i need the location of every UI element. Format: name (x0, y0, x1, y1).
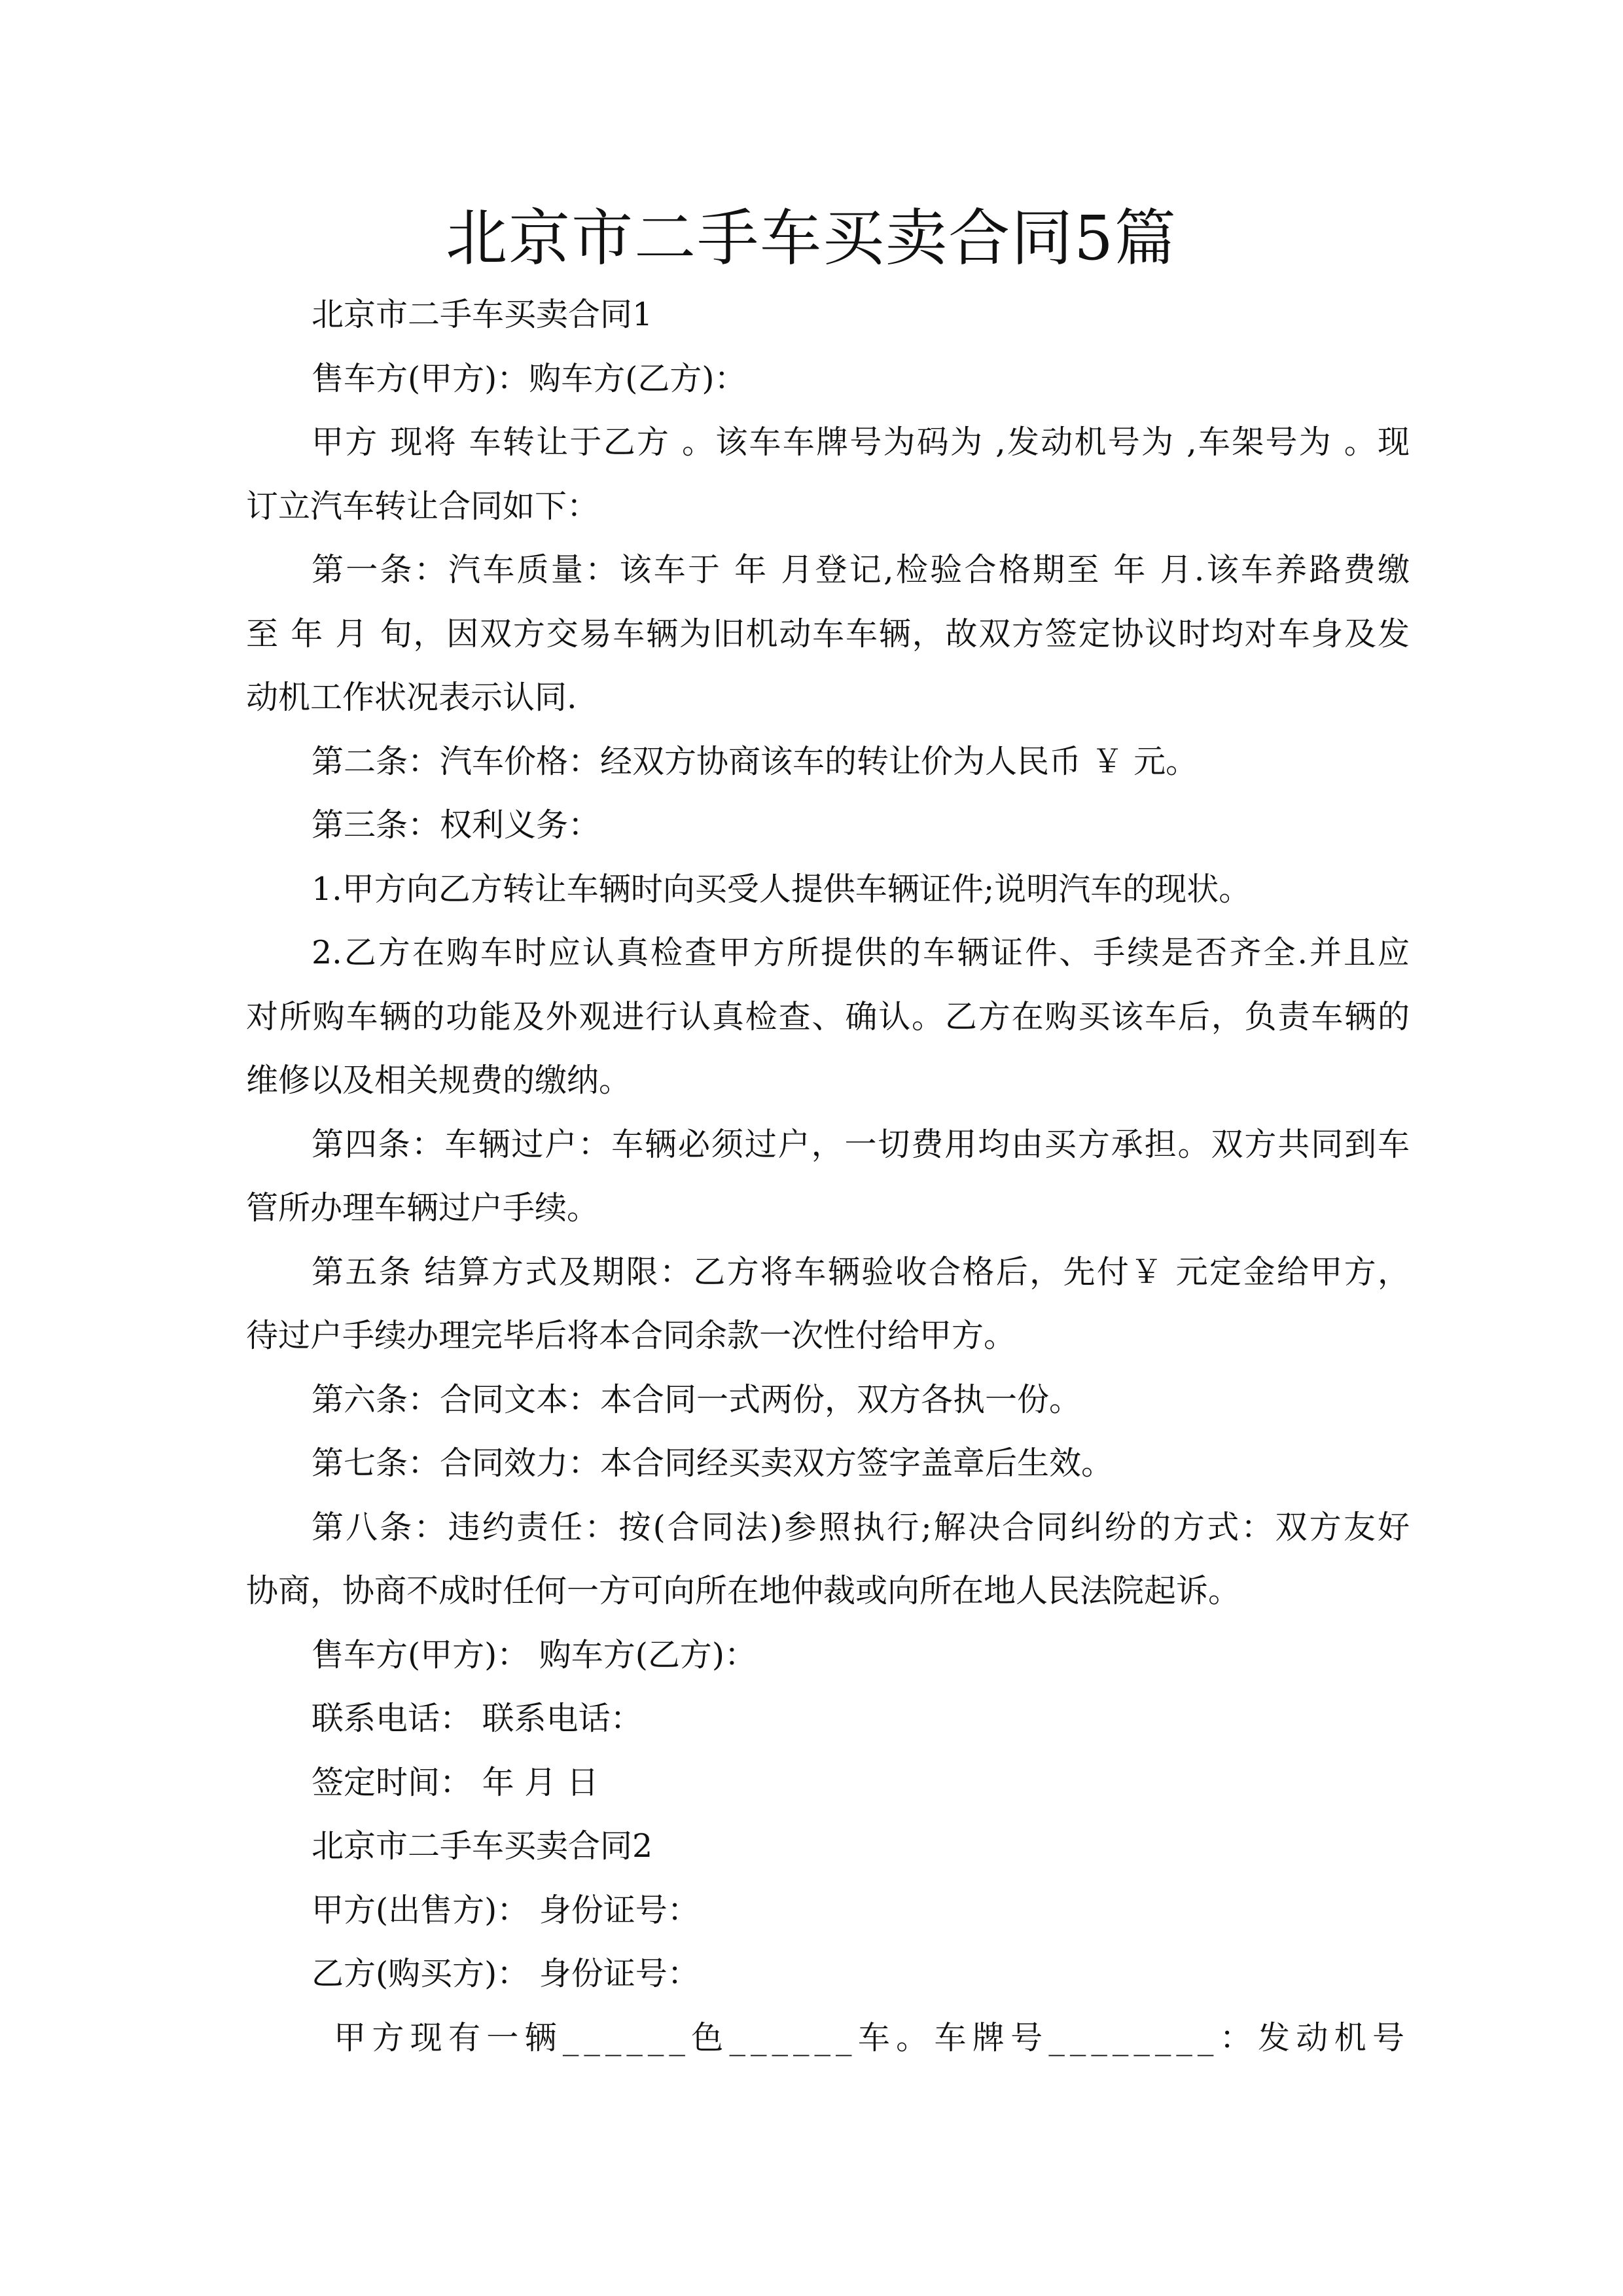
text-line: 第七条：合同效力：本合同经买卖双方签字盖章后生效。 (312, 1444, 1114, 1482)
text-line: 北京市二手车买卖合同1 (312, 296, 653, 333)
text-line: 售车方(甲方)： 购车方(乙方)： (312, 1636, 757, 1674)
document-title: 北京市二手车买卖合同5篇 (446, 203, 1177, 274)
text-line: 第八条：违约责任：按(合同法)参照执行;解决合同纠纷的方式：双方友好 (312, 1508, 1410, 1546)
text-line: 第四条：车辆过户：车辆必须过户，一切费用均由买方承担。双方共同到车 (312, 1125, 1410, 1163)
text-line: 甲方(出售方)： 身份证号： (312, 1891, 700, 1929)
text-line: 对所购车辆的功能及外观进行认真检查、确认。乙方在购买该车后，负责车辆的 (246, 997, 1410, 1035)
text-line: 乙方(购买方)： 身份证号： (312, 1955, 700, 1992)
document-body (246, 283, 1410, 2070)
text-line: 管所办理车辆过户手续。 (246, 1189, 599, 1227)
text-line: 北京市二手车买卖合同2 (312, 1827, 653, 1865)
text-line: 第三条：权利义务： (312, 806, 601, 844)
text-line: 联系电话： 联系电话： (312, 1700, 643, 1737)
text-line-with-blanks: 甲方现有一辆______色______车。车牌号________：发动机号 (334, 2018, 1410, 2056)
text-line: 第二条：汽车价格：经双方协商该车的转让价为人民币 ￥ 元。 (312, 742, 1198, 780)
text-line: 第六条：合同文本：本合同一式两份，双方各执一份。 (312, 1380, 1082, 1418)
text-line: 维修以及相关规费的缴纳。 (246, 1062, 632, 1099)
text-line: 2.乙方在购车时应认真检查甲方所提供的车辆证件、手续是否齐全.并且应 (312, 934, 1410, 971)
text-line: 至 年 月 旬，因双方交易车辆为旧机动车车辆，故双方签定协议时均对车身及发 (246, 615, 1410, 653)
text-line: 1.甲方向乙方转让车辆时向买受人提供车辆证件;说明汽车的现状。 (312, 870, 1251, 908)
text-line: 第一条：汽车质量：该车于 年 月登记,检验合格期至 年 月.该车养路费缴 (312, 551, 1410, 588)
text-line: 订立汽车转让合同如下： (246, 487, 599, 525)
text-line: 待过户手续办理完毕后将本合同余款一次性付给甲方。 (246, 1317, 1016, 1354)
text-line: 售车方(甲方)：购车方(乙方)： (312, 359, 747, 397)
text-line: 签定时间： 年 月 日 (312, 1763, 599, 1801)
text-line: 协商，协商不成时任何一方可向所在地仲裁或向所在地人民法院起诉。 (246, 1572, 1241, 1609)
text-line: 第五条 结算方式及期限：乙方将车辆验收合格后，先付￥ 元定金给甲方， (312, 1253, 1410, 1291)
text-line: 甲方 现将 车转让于乙方 。该车车牌号为码为 ,发动机号为 ,车架号为 。现 (312, 423, 1410, 461)
text-line: 动机工作状况表示认同. (246, 679, 577, 716)
